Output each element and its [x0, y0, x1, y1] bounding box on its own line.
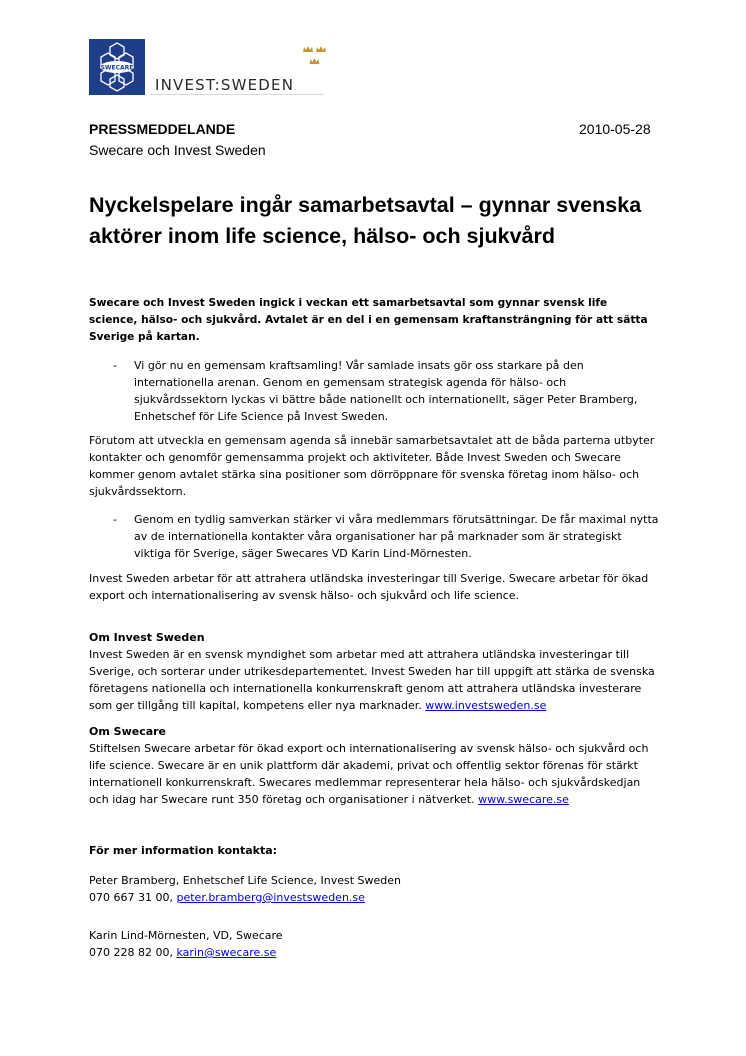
quote-peter-bramberg: Vi gör nu en gemensam kraftsamling! Vår samlade insats gör oss starkare på den internationella arenan. Genom en gemensam strategisk agenda för hälso- och sjukvårdssektorn lyckas vi bättre både nationellt och internationellt, säger Peter Bramberg, Enhetschef för Life Science på Invest Sweden.: [134, 359, 638, 423]
press-release-label: PRESSMEDDELANDE: [89, 121, 236, 137]
about-invest-heading: Om Invest Sweden: [89, 631, 205, 644]
invest-sweden-logo: [150, 44, 326, 96]
logo-divider: [150, 94, 324, 95]
about-invest-body: Invest Sweden är en svensk myndighet som arbetar med att attrahera utländska investeringar till Sverige, och sorterar under utrikesdepartementet. Invest Sweden har till uppgift att stärka de svenska företagens nationella och internationella konkurrenskraft genom att attrahera utländska investerare som ger tillgång till kapital, kompetens eller nya marknader.: [89, 648, 655, 712]
press-release-subtitle: Swecare och Invest Sweden: [89, 142, 266, 158]
article-paragraph: Invest Sweden arbetar för att attrahera utländska investeringar till Sverige. Swecare arbetar för ökad export och internationalisering av svensk hälso- och sjukvård och life science.: [89, 572, 649, 602]
press-release-date: 2010-05-28: [579, 121, 651, 137]
swecare-link[interactable]: www.swecare.se: [478, 793, 569, 806]
three-crowns-icon: [302, 44, 328, 74]
contact-peter-name: Peter Bramberg, Enhetschef Life Science, Invest Sweden: [89, 874, 402, 887]
contact-peter-details: [89, 889, 659, 906]
article-lead: Swecare och Invest Sweden ingick i veckan ett samarbetsavtal som gynnar svensk life science, hälso- och sjukvård. Avtalet är en del i en gemensam kraftansträngning för att sätta Sverige på kartan.: [89, 297, 648, 343]
contact-peter: [89, 872, 659, 906]
about-swecare-text: [89, 740, 659, 808]
about-swecare-heading: Om Swecare: [89, 725, 167, 738]
quote-karin-lind-mornesten: Genom en tydlig samverkan stärker vi våra medlemmars förutsättningar. De får maximal nytta av de internationella kontakter våra organisationer har på marknader som är strategiskt viktiga för Sverige, säger Swecares VD Karin Lind-Mörnesten.: [134, 513, 659, 560]
contact-karin-phone: 070 228 82 00,: [89, 946, 173, 959]
about-swecare-body: Stiftelsen Swecare arbetar för ökad export och internationalisering av svensk hälso- och sjukvård och life science. Swecare är en unik plattform där akademi, privat och offentlig sektor förenas för stärkt internationell konkurrenskraft. Swecares medlemmar representerar hela hälso- och sjukvårdskedjan och idag har Swecare runt 350 företag och organisationer i nätverket.: [89, 742, 649, 806]
karin-email-link[interactable]: karin@swecare.se: [176, 946, 277, 959]
swecare-logo-text: SWECARE: [100, 64, 134, 72]
quote-dash: -: [113, 359, 117, 372]
article-paragraph: Förutom att utveckla en gemensam agenda så innebär samarbetsavtalet att de båda parterna utbyter kontakter och genomför gemensamma projekt och aktiviteter. Både Invest Sweden och Swecare kommer genom avtalet stärka sina positioner som dörröppnare för svenska företag inom hälso- och sjukvårdssektorn.: [89, 434, 655, 498]
about-invest-text: [89, 646, 659, 714]
contact-karin-details: [89, 944, 659, 961]
invest-sweden-logo-text: INVEST:SWEDEN: [155, 76, 295, 94]
contact-karin-name: Karin Lind-Mörnesten, VD, Swecare: [89, 929, 283, 942]
contact-peter-phone: 070 667 31 00,: [89, 891, 173, 904]
quote-dash: -: [113, 513, 117, 526]
contact-heading: För mer information kontakta:: [89, 844, 278, 857]
peter-email-link[interactable]: peter.bramberg@investsweden.se: [176, 891, 365, 904]
swecare-logo: [89, 39, 145, 95]
article-title: Nyckelspelare ingår samarbetsavtal – gynnar svenska aktörer inom life science, hälso- och sjukvård: [89, 193, 642, 248]
swecare-hexagon-icon: [89, 39, 145, 95]
investsweden-link[interactable]: www.investsweden.se: [425, 699, 547, 712]
contact-karin: [89, 927, 659, 961]
